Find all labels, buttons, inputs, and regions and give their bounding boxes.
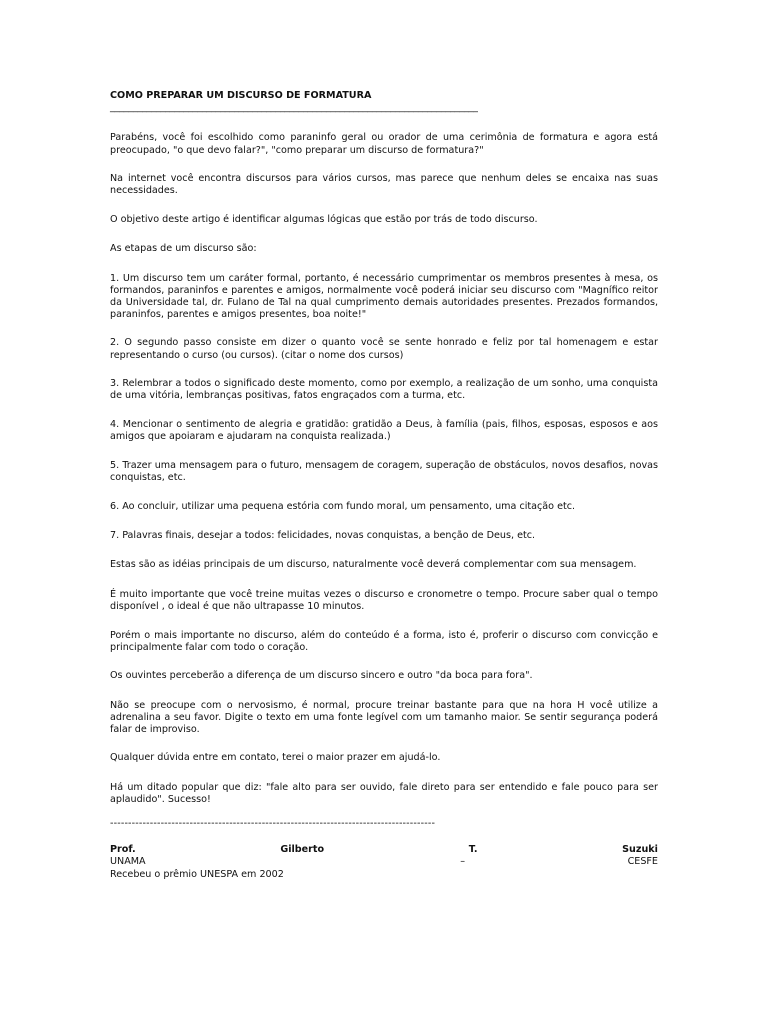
- signature-org2: CESFE: [627, 856, 658, 868]
- paragraph-step-7: 7. Palavras finais, desejar a todos: felicidades, novas conquistas, a benção de Deus, etc.: [110, 530, 536, 542]
- signature-award: Recebeu o prêmio UNESPA em 2002: [110, 868, 284, 880]
- paragraph-step-2: 2. O segundo passo consiste em dizer o quanto você se sente honrado e feliz por tal homenagem e estar representando o curso (ou cursos). (citar o nome dos cursos): [110, 337, 658, 361]
- signature-prof: Prof.: [110, 844, 136, 856]
- paragraph-internet: Na internet você encontra discursos para vários cursos, mas parece que nenhum deles se encaixa nas suas necessidades.: [110, 172, 658, 197]
- signature-org-row: [110, 856, 658, 868]
- signature-org: UNAMA: [110, 856, 146, 868]
- signature-name-row: [110, 844, 658, 856]
- paragraph-step-6: 6. Ao concluir, utilizar uma pequena estória com fundo moral, um pensamento, uma citação etc.: [110, 501, 576, 513]
- title-underline: ________________________________________________________________________________: [110, 102, 478, 114]
- paragraph-steps-heading: As etapas de um discurso são:: [110, 243, 257, 255]
- signature-block: [110, 844, 658, 881]
- signature-last-name: Suzuki: [622, 844, 658, 856]
- document-body: [110, 90, 658, 881]
- document-title: COMO PREPARAR UM DISCURSO DE FORMATURA: [110, 90, 372, 101]
- paragraph-listeners: Os ouvintes perceberão a diferença de um discurso sincero e outro "da boca para fora".: [110, 670, 533, 682]
- signature-dash: –: [460, 856, 465, 868]
- paragraph-step-4: 4. Mencionar o sentimento de alegria e gratidão: gratidão a Deus, à família (pais, filhos, esposas, esposos e aos amigos que apoiaram e ajudaram na conquista realizada.): [110, 419, 658, 443]
- paragraph-objective: O objetivo deste artigo é identificar algumas lógicas que estão por trás de todo discurso.: [110, 214, 538, 226]
- paragraph-step-3: 3. Relembrar a todos o significado deste momento, como por exemplo, a realização de um sonho, uma conquista de uma vitória, lembranças positivas, fatos engraçados com a turma, etc.: [110, 377, 658, 402]
- separator-line: ------------------------------------------------------------------------------------------: [110, 817, 436, 829]
- paragraph-step-1: 1. Um discurso tem um caráter formal, portanto, é necessário cumprimentar os membros presentes à mesa, os formandos, paraninfos e parentes e amigos, normalmente você poderá iniciar seu discurso com "Magnífico reitor da Universidade tal, dr. Fulano de Tal na qual cumprimento demais autoridades presentes. Prezados formandos, paraninfos, parentes e amigos presentes, boa noite!": [110, 272, 658, 321]
- paragraph-contact: Qualquer dúvida entre em contato, terei o maior prazer em ajudá-lo.: [110, 752, 441, 764]
- paragraph-step-5: 5. Trazer uma mensagem para o futuro, mensagem de coragem, superação de obstáculos, novos desafios, novas conquistas, etc.: [110, 459, 658, 483]
- paragraph-form: Porém o mais importante no discurso, além do conteúdo é a forma, isto é, proferir o discurso com convicção e principalmente falar com todo o coração.: [110, 630, 658, 654]
- paragraph-saying: Há um ditado popular que diz: "fale alto para ser ouvido, fale direto para ser entendido e fale pouco para ser aplaudido". Sucesso!: [110, 781, 658, 805]
- paragraph-intro: Parabéns, você foi escolhido como paraninfo geral ou orador de uma cerimônia de formatura e agora está preocupado, "o que devo falar?", "como preparar um discurso de formatura?": [110, 132, 658, 156]
- signature-first-name: Gilberto: [280, 844, 325, 856]
- paragraph-main-ideas: Estas são as idéias principais de um discurso, naturalmente você deverá complementar com sua mensagem.: [110, 559, 637, 571]
- signature-initial: T.: [468, 844, 478, 856]
- paragraph-practice: É muito importante que você treine muitas vezes o discurso e cronometre o tempo. Procure saber qual o tempo disponível , o ideal é que não ultrapasse 10 minutos.: [110, 588, 658, 612]
- paragraph-nervousness: Não se preocupe com o nervosismo, é normal, procure treinar bastante para que na hora H você utilize a adrenalina a seu favor. Digite o texto em uma fonte legível com um tamanho maior. Se sentir segurança poderá falar de improviso.: [110, 699, 658, 736]
